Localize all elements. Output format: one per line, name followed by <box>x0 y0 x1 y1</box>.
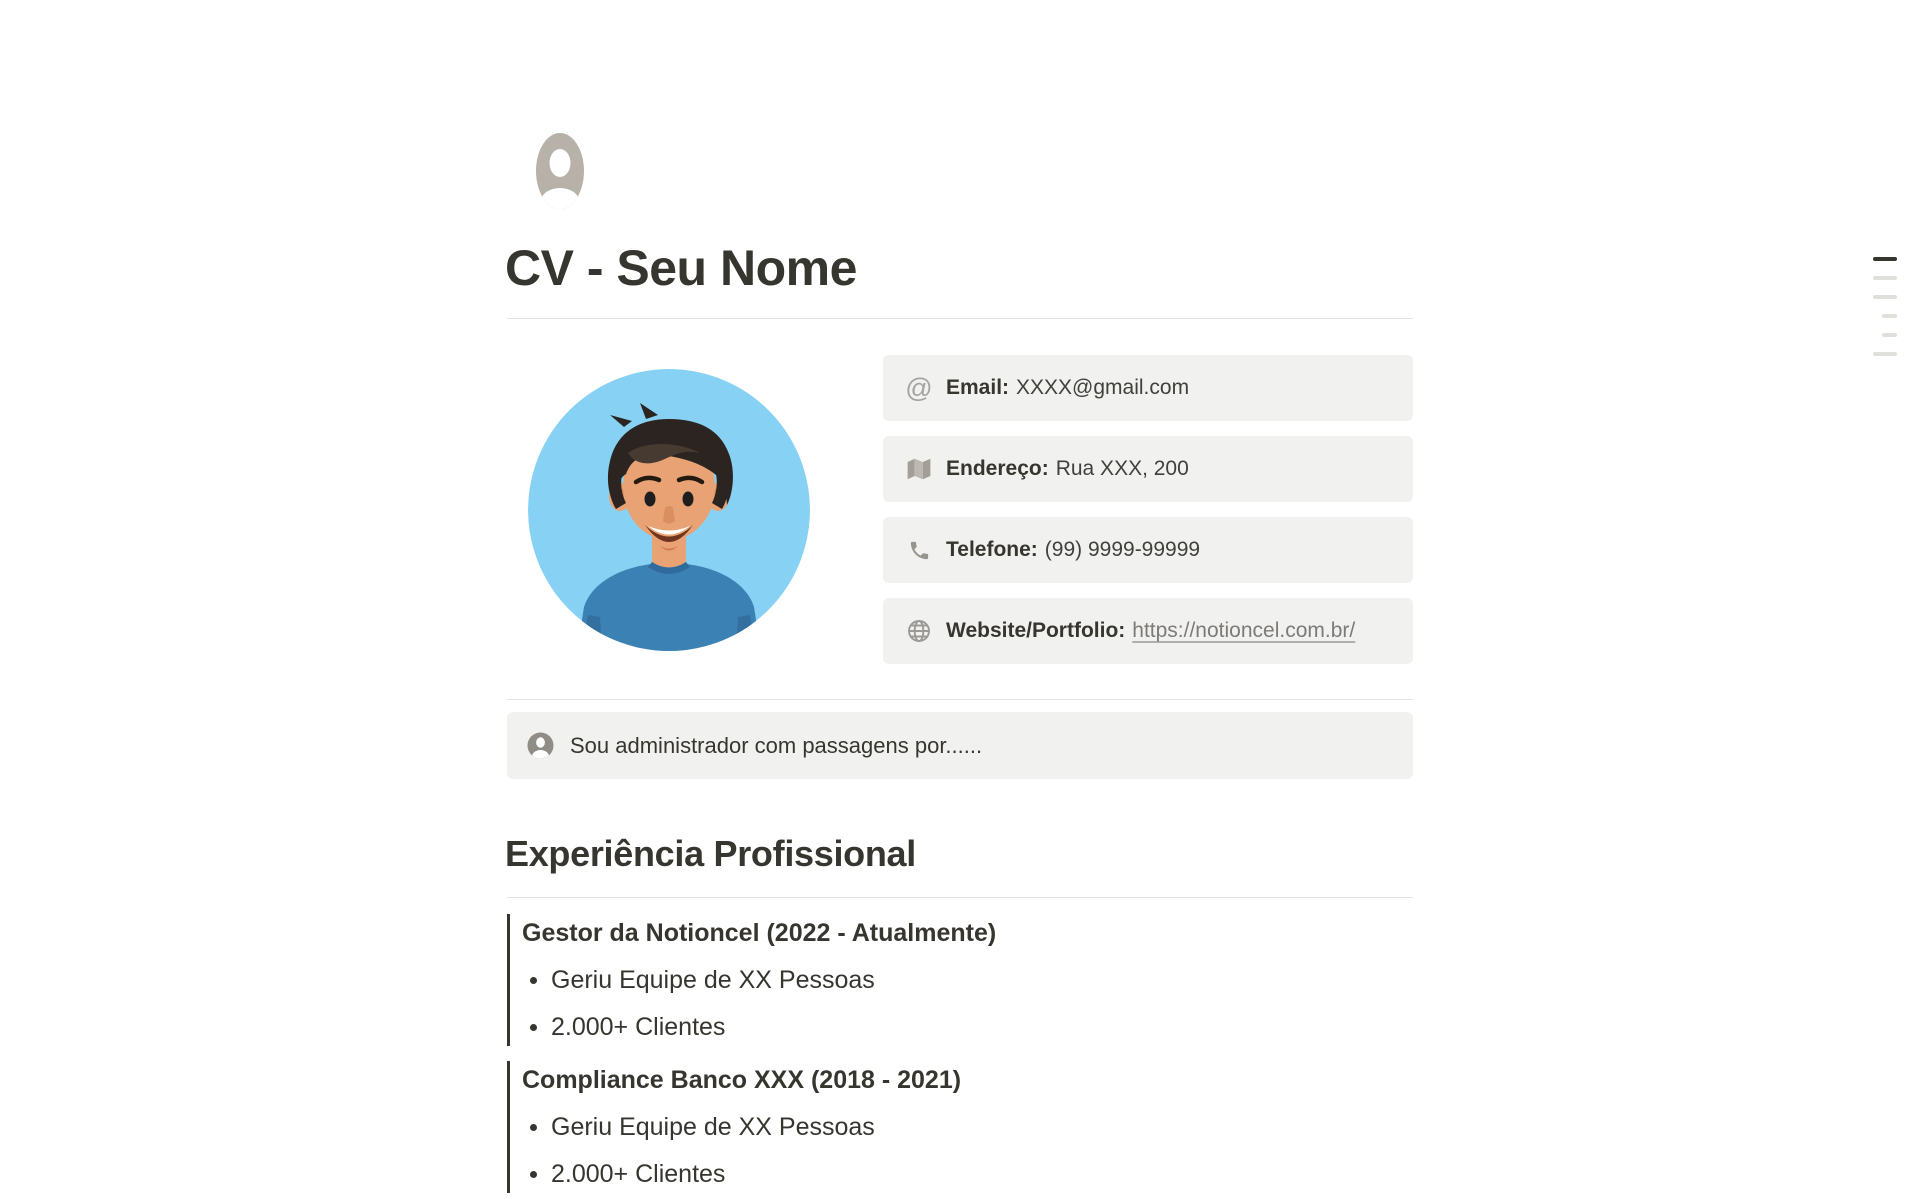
list-item <box>522 1010 1267 1044</box>
contact-value: XXXX@gmail.com <box>1016 376 1190 399</box>
contact-info <box>883 355 1413 679</box>
outline-bar[interactable] <box>1882 314 1897 318</box>
contact-label: Endereço: <box>946 457 1049 480</box>
experience-entry <box>507 1061 1267 1193</box>
contact-row-address <box>883 436 1413 502</box>
bullet-dot <box>530 1124 537 1131</box>
list-item <box>522 1157 1267 1191</box>
outline-indicator[interactable] <box>1873 257 1897 356</box>
divider <box>507 897 1413 898</box>
experience-title: Compliance Banco XXX (2018 - 2021) <box>522 1066 962 1094</box>
bullet-text: 2.000+ Clientes <box>551 1160 726 1188</box>
bullet-dot <box>530 977 537 984</box>
bullet-text: Geriu Equipe de XX Pessoas <box>551 1113 875 1141</box>
contact-row-email <box>883 355 1413 421</box>
contact-row-phone <box>883 517 1413 583</box>
list-item <box>522 1110 1267 1144</box>
bullet-text: 2.000+ Clientes <box>551 1013 726 1041</box>
divider <box>507 699 1413 700</box>
callout-text: Sou administrador com passagens por...... <box>570 732 983 758</box>
phone-icon <box>905 539 933 562</box>
page-title: CV - Seu Nome <box>505 240 857 296</box>
contact-value: (99) 9999-99999 <box>1044 538 1201 561</box>
contact-value: Rua XXX, 200 <box>1055 457 1189 480</box>
section-heading-experience: Experiência Profissional <box>505 833 916 874</box>
contact-label: Email: <box>946 376 1010 399</box>
bullet-dot <box>530 1171 537 1178</box>
contact-label: Website/Portfolio: <box>946 619 1126 642</box>
person-circle-icon <box>527 732 554 759</box>
contact-row-website <box>883 598 1413 664</box>
person-bust-icon <box>521 132 599 210</box>
divider <box>507 318 1413 319</box>
globe-icon <box>905 619 933 643</box>
at-icon: @ <box>905 372 933 403</box>
outline-bar[interactable] <box>1873 352 1897 356</box>
outline-bar[interactable] <box>1882 333 1897 337</box>
outline-bar[interactable] <box>1873 276 1897 280</box>
experience-title: Gestor da Notioncel (2022 - Atualmente) <box>522 919 997 947</box>
outline-bar[interactable] <box>1873 257 1897 261</box>
summary-callout <box>507 712 1413 779</box>
contact-label: Telefone: <box>946 538 1038 561</box>
map-icon <box>905 457 933 481</box>
page-icon[interactable] <box>521 132 599 210</box>
website-link[interactable]: https://notioncel.com.br/ <box>1132 619 1356 642</box>
experience-entry <box>507 914 1267 1046</box>
cartoon-man-avatar <box>528 369 810 651</box>
bullet-text: Geriu Equipe de XX Pessoas <box>551 966 875 994</box>
list-item <box>522 963 1267 997</box>
outline-bar[interactable] <box>1873 295 1897 299</box>
bullet-dot <box>530 1024 537 1031</box>
profile-photo <box>528 369 810 651</box>
